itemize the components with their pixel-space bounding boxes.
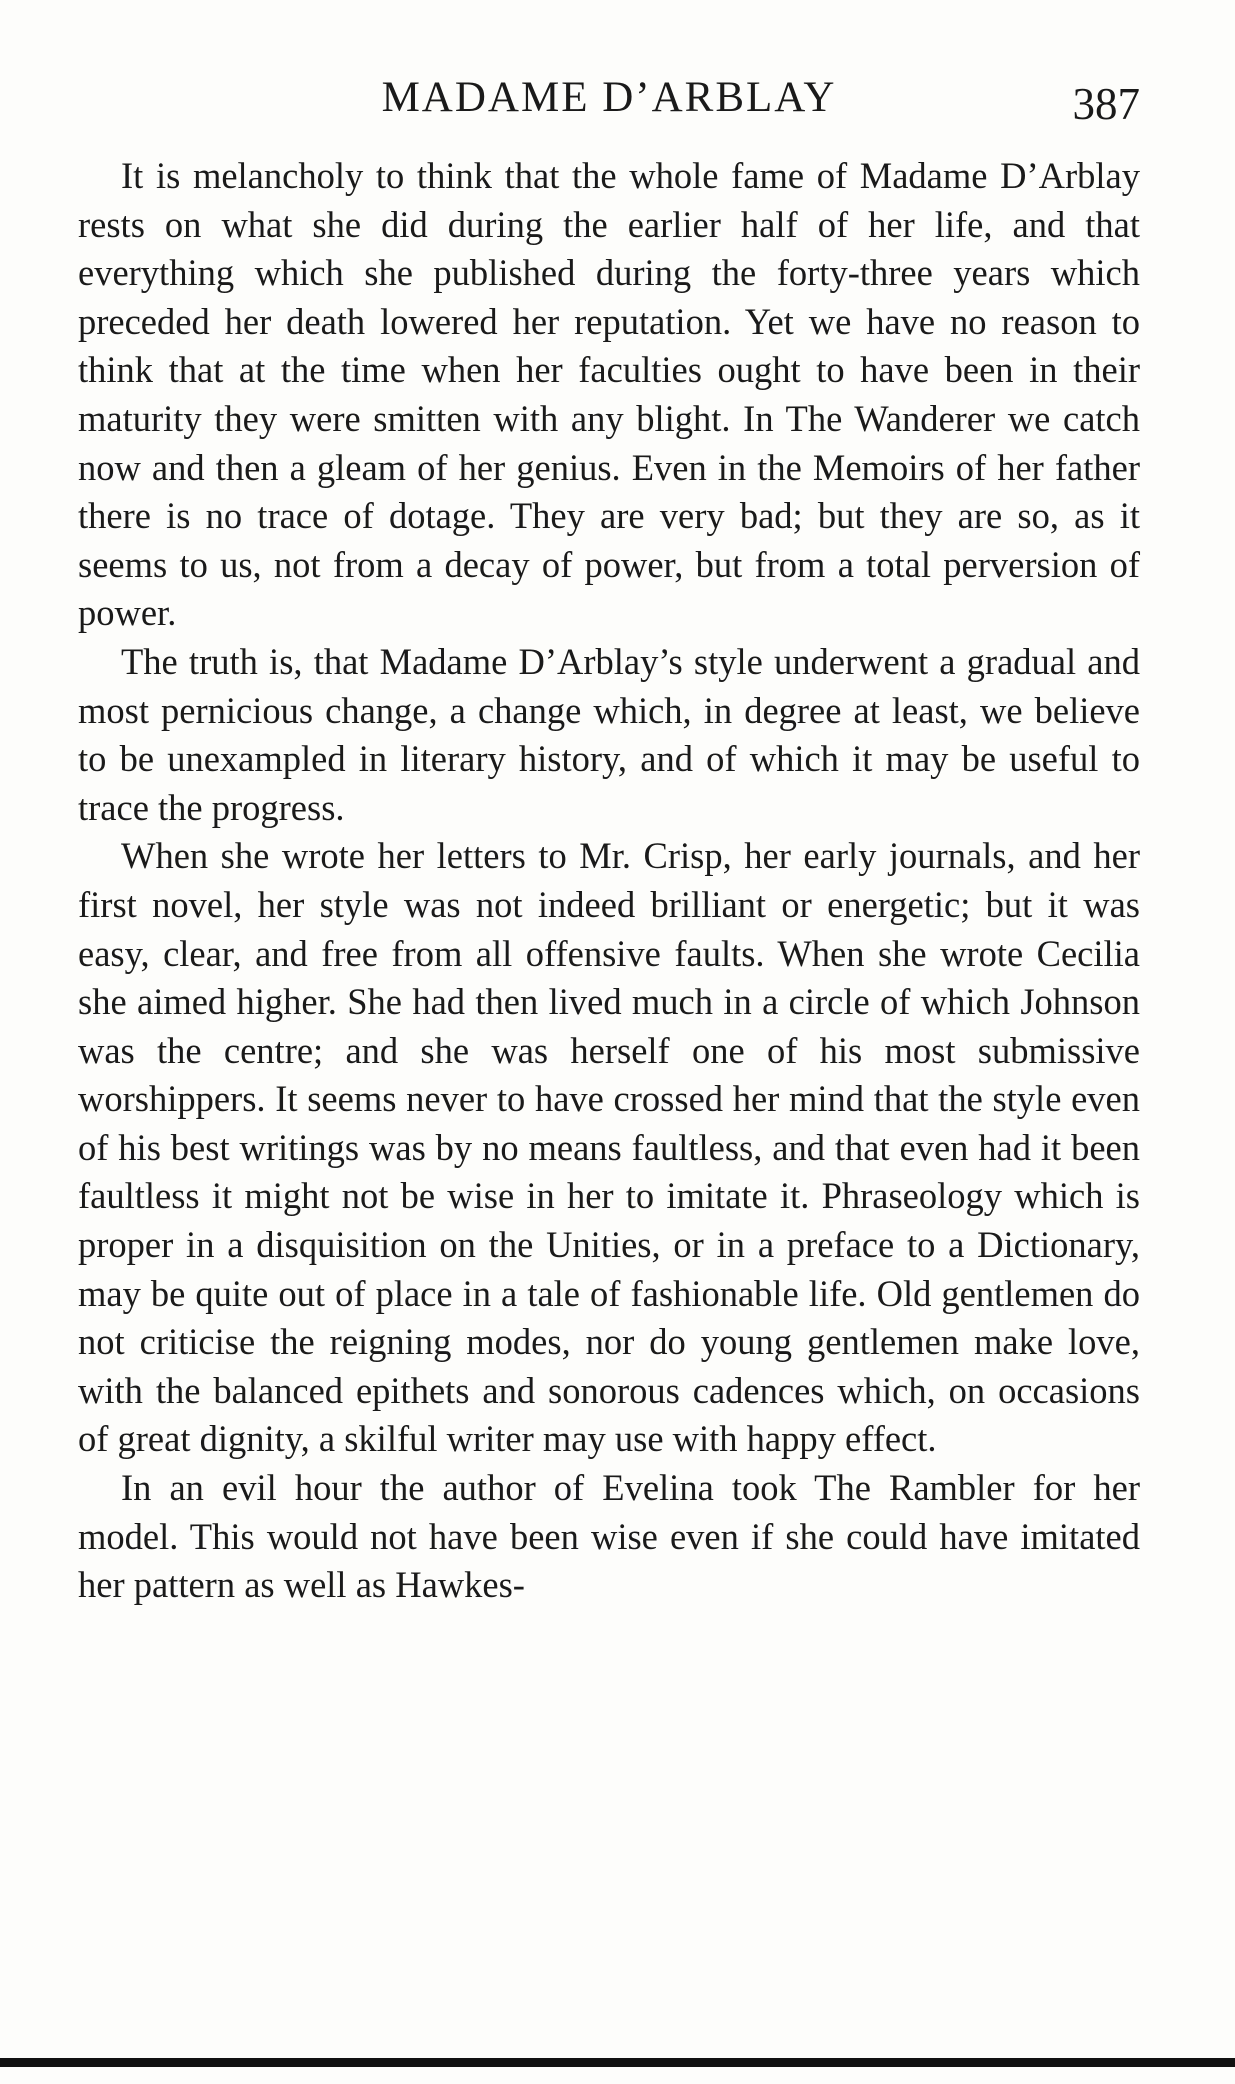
paragraph-4: In an evil hour the author of Evelina took The Rambler for her model. This would not have been wise even if she could have imitated her pattern as well as Hawkes- bbox=[78, 1467, 1140, 1606]
running-head bbox=[78, 68, 1140, 128]
body-text bbox=[78, 152, 1140, 1610]
bottom-rule bbox=[0, 2058, 1235, 2067]
paragraph-3: When she wrote her letters to Mr. Crisp, her early journals, and her first novel, her style was not indeed brilliant or energetic; but it was easy, clear, and free from all offensive faults. When she wrote Cecilia she aimed higher. She had then lived much in a circle of which Johnson was the centre; and she was herself one of his most submissive worshippers. It seems never to have crossed her mind that the style even of his best writings was by no means faultless, and that even had it been faultless it might not be wise in her to imitate it. Phraseology which is proper in a disquisition on the Unities, or in a preface to a Dictionary, may be quite out of place in a tale of fashionable life. Old gentlemen do not criticise the reigning modes, nor do young gentlemen make love, with the balanced epithets and sonorous cadences which, on occasions of great dignity, a skilful writer may use with happy effect. bbox=[78, 835, 1140, 1460]
running-title: MADAME D’ARBLAY bbox=[381, 74, 837, 121]
page-number: 387 bbox=[1072, 79, 1140, 129]
paragraph-1: It is melancholy to think that the whole fame of Madame D’Arblay rests on what she did during the earlier half of her life, and that everything which she published during the forty-three years which preceded her death lowered her reputation. Yet we have no reason to think that at the time when her faculties ought to have been in their maturity they were smitten with any blight. In The Wanderer we catch now and then a gleam of her genius. Even in the Memoirs of her father there is no trace of dotage. They are very bad; but they are so, as it seems to us, not from a decay of power, but from a total perversion of power. bbox=[78, 155, 1140, 634]
paragraph-2: The truth is, that Madame D’Arblay’s style underwent a gradual and most pernicious change, a change which, in degree at least, we believe to be unexampled in literary history, and of which it may be useful to trace the progress. bbox=[78, 640, 1140, 828]
